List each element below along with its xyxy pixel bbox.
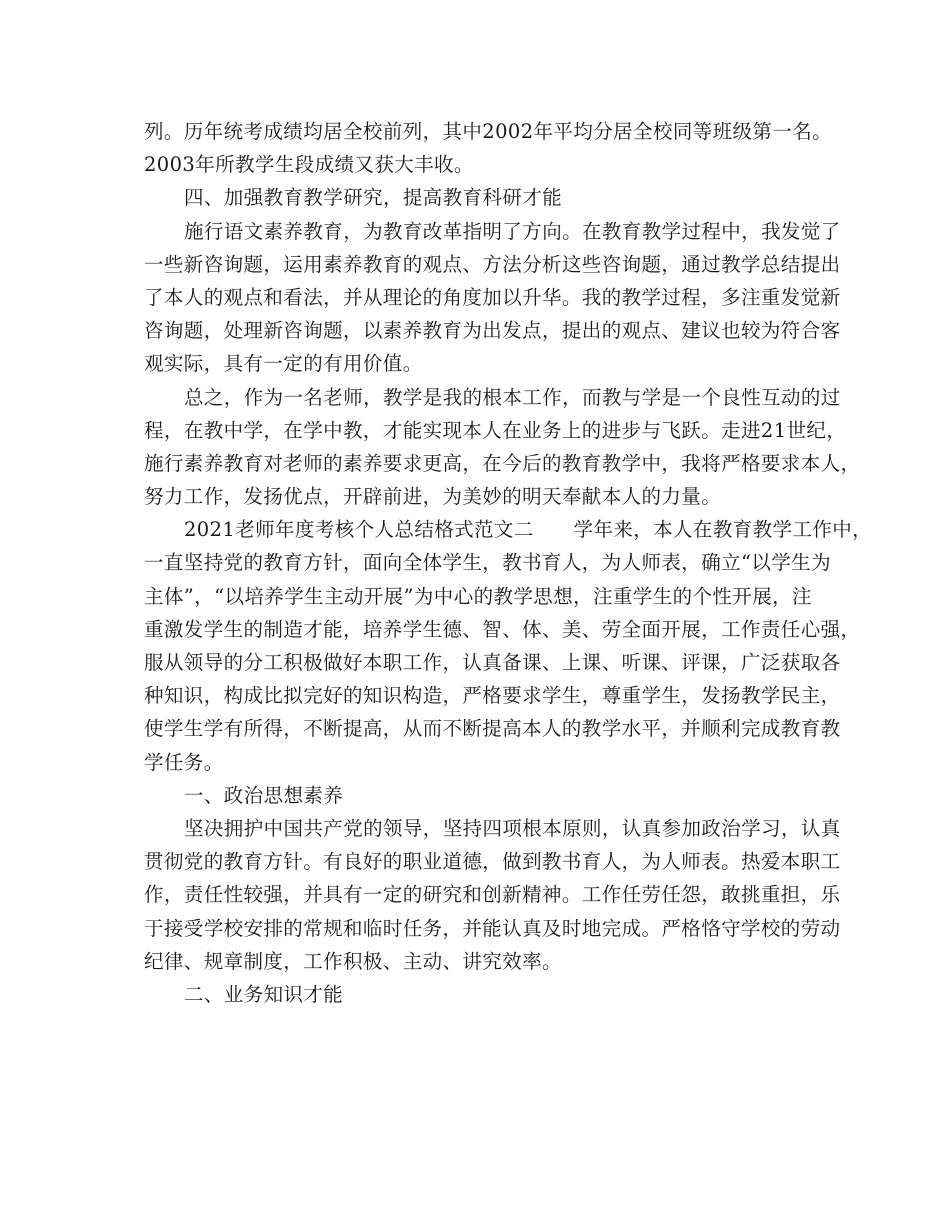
- text-line: 咨询题，处理新咨询题，以素养教育为出发点，提出的观点、建议也较为符合客: [144, 319, 841, 343]
- text-line: 2003年所教学生段成绩又获大丰收。: [144, 153, 474, 177]
- text-line: 一直坚持党的教育方针，面向全体学生，教书育人，为人师表，确立“以学生为: [144, 551, 831, 575]
- text-line: 一、政治思想素养: [184, 783, 344, 807]
- document-body: [144, 115, 873, 1011]
- text-line: 程，在教中学，在学中教，才能实现本人在业务上的进步与飞跃。走进21世纪，: [144, 418, 847, 442]
- text-line: 主体”，“以培养学生主动开展”为中心的教学思想，注重学生的个性开展，注: [144, 584, 812, 608]
- text-line: 总之，作为一名老师，教学是我的根本工作，而教与学是一个良性互动的过: [184, 385, 841, 409]
- text-line: 服从领导的分工积极做好本职工作，认真备课、上课、听课、评课，广泛获取各: [144, 651, 841, 674]
- text-line: 努力工作，发扬优点，开辟前进，为美妙的明天奉献本人的力量。: [144, 485, 722, 509]
- text-line: 四、加强教育教学研究，提高教育科研才能: [184, 186, 563, 210]
- text-line: 列。历年统考成绩均居全校前列，其中2002年平均分居全校同等班级第一名。: [144, 120, 833, 143]
- text-line: 了本人的观点和看法，并从理论的角度加以升华。我的教学过程，多注重发觉新: [144, 285, 841, 309]
- text-line: 学任务。: [144, 750, 224, 774]
- text-line: 施行素养教育对老师的素养要求更高，在今后的教育教学中，我将严格要求本人，: [144, 451, 861, 475]
- text-line: 种知识，构成比拟完好的知识构造，严格要求学生，尊重学生，发扬教学民主，: [144, 684, 841, 708]
- text-line: 作，责任性较强，并具有一定的研究和创新精神。工作任劳任怨，敢挑重担，乐: [144, 883, 841, 907]
- text-line: 重激发学生的制造才能，培养学生德、智、体、美、劳全面开展，工作责任心强，: [144, 617, 861, 641]
- text-line: 一些新咨询题，运用素养教育的观点、方法分析这些咨询题，通过教学总结提出: [144, 252, 841, 276]
- text-line: 使学生学有所得，不断提高，从而不断提高本人的教学水平，并顺利完成教育教: [144, 717, 841, 741]
- text-line: 坚决拥护中国共产党的领导，坚持四项根本原则，认真参加政治学习，认真: [184, 816, 841, 840]
- text-line: 二、业务知识才能: [184, 982, 344, 1006]
- text-line: 于接受学校安排的常规和临时任务，并能认真及时地完成。严格恪守学校的劳动: [144, 916, 841, 940]
- text-line: 2021老师年度考核个人总结格式范文二 学年来，本人在教育教学工作中，: [184, 518, 873, 542]
- text-line: 施行语文素养教育，为教育改革指明了方向。在教育教学过程中，我发觉了: [184, 219, 841, 243]
- text-line: 观实际，具有一定的有用价值。: [144, 352, 423, 376]
- text-line: 纪律、规章制度，工作积极、主动、讲究效率。: [144, 949, 562, 973]
- text-line: 贯彻党的教育方针。有良好的职业道德，做到教书育人，为人师表。热爱本职工: [144, 850, 841, 874]
